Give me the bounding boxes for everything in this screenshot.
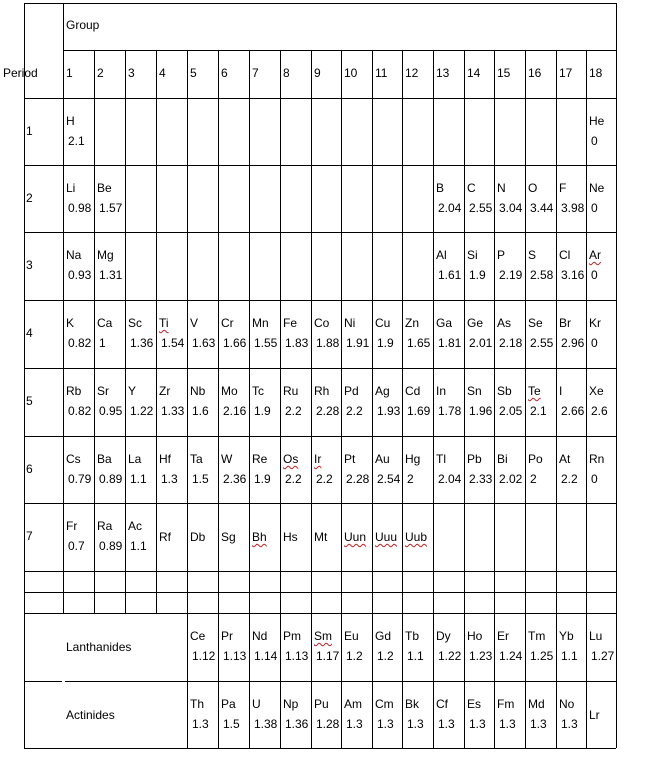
element-symbol: Md — [528, 697, 545, 711]
element-value: 2 — [530, 472, 537, 486]
element-value: 1.3 — [377, 717, 394, 731]
element-value: 2.96 — [561, 336, 585, 350]
element-value: 1.13 — [285, 649, 309, 663]
element-value: 3.44 — [530, 201, 554, 215]
element-value: 2.16 — [223, 404, 247, 418]
lanthanides-label: Lanthanides — [66, 640, 132, 654]
element-symbol: Ag — [375, 384, 390, 398]
element-symbol: K — [66, 316, 75, 330]
element-value: 0.98 — [68, 201, 92, 215]
element-value: 2.2 — [316, 472, 333, 486]
element-symbol: Th — [190, 697, 205, 711]
element-value: 1.27 — [591, 649, 615, 663]
element-value: 1.23 — [469, 649, 493, 663]
element-symbol: Uub — [405, 530, 428, 544]
element-value: 1.25 — [530, 649, 554, 663]
element-value: 1.81 — [438, 336, 462, 350]
element-value: 0.82 — [68, 336, 92, 350]
element-symbol: Sb — [497, 384, 512, 398]
group-number: 12 — [405, 66, 419, 80]
group-number: 4 — [159, 66, 166, 80]
element-symbol: Ru — [283, 384, 299, 398]
element-symbol: Er — [497, 629, 509, 643]
element-value: 2.55 — [530, 336, 554, 350]
group-number: 17 — [559, 66, 573, 80]
element-value: 1.3 — [469, 717, 486, 731]
element-value: 1.3 — [346, 717, 363, 731]
element-symbol: U — [252, 697, 261, 711]
element-symbol: O — [528, 181, 538, 195]
element-symbol: Pa — [221, 697, 236, 711]
group-number: 9 — [314, 66, 321, 80]
element-symbol: Pm — [283, 629, 301, 643]
element-symbol: Uun — [344, 530, 367, 544]
element-value: 1.38 — [254, 717, 278, 731]
period-number: 1 — [26, 124, 33, 138]
element-symbol: Bh — [252, 530, 267, 544]
element-value: 1.61 — [438, 268, 462, 282]
element-symbol: Tl — [436, 452, 446, 466]
element-value: 1.83 — [285, 336, 309, 350]
element-symbol: Ne — [589, 181, 605, 195]
element-value: 1.63 — [192, 336, 216, 350]
element-symbol: Rb — [66, 384, 82, 398]
element-value: 1.22 — [438, 649, 462, 663]
element-symbol: Ir — [314, 452, 322, 466]
element-symbol: Sg — [221, 530, 236, 544]
element-symbol: Ni — [344, 316, 356, 330]
group-number: 13 — [436, 66, 450, 80]
element-symbol: Yb — [559, 629, 574, 643]
element-symbol: Cf — [436, 697, 448, 711]
element-value: 1.3 — [192, 717, 209, 731]
group-number: 11 — [375, 66, 388, 80]
element-symbol: Ar — [589, 248, 601, 262]
element-value: 1.1 — [561, 649, 578, 663]
element-value: 2.19 — [499, 268, 523, 282]
element-value: 2.2 — [285, 404, 302, 418]
element-symbol: Sc — [128, 316, 143, 330]
element-symbol: Mg — [97, 248, 114, 262]
element-value: 0 — [591, 268, 598, 282]
element-symbol: Te — [528, 384, 541, 398]
element-value: 1.3 — [407, 717, 424, 731]
element-symbol: Al — [436, 248, 447, 262]
element-symbol: Cr — [221, 316, 234, 330]
period-header: Period — [3, 66, 38, 80]
element-symbol: At — [559, 452, 571, 466]
element-symbol: B — [436, 181, 445, 195]
element-symbol: Lu — [589, 629, 603, 643]
element-symbol: Ac — [128, 519, 143, 533]
element-symbol: Kr — [589, 316, 601, 330]
element-value: 1.57 — [99, 201, 123, 215]
element-value: 2.28 — [346, 472, 370, 486]
element-value: 0 — [591, 201, 598, 215]
element-value: 2.2 — [561, 472, 578, 486]
element-symbol: Ga — [436, 316, 453, 330]
element-value: 1.66 — [223, 336, 247, 350]
element-value: 1.2 — [377, 649, 394, 663]
element-value: 1.1 — [130, 472, 147, 486]
element-value: 2.2 — [346, 404, 363, 418]
element-symbol: As — [497, 316, 512, 330]
element-symbol: Mt — [314, 530, 328, 544]
element-value: 3.98 — [561, 201, 585, 215]
element-value: 1.28 — [316, 717, 340, 731]
element-value: 1.93 — [377, 404, 401, 418]
element-symbol: Eu — [344, 629, 359, 643]
group-number: 16 — [528, 66, 542, 80]
element-symbol: Bk — [405, 697, 420, 711]
element-value: 2.36 — [223, 472, 247, 486]
element-value: 2.18 — [499, 336, 523, 350]
element-value: 3.04 — [499, 201, 523, 215]
element-symbol: V — [190, 316, 199, 330]
element-value: 0.95 — [99, 404, 123, 418]
element-symbol: Li — [66, 181, 76, 195]
element-symbol: Tc — [252, 384, 264, 398]
element-value: 1.33 — [161, 404, 185, 418]
series-label-span — [62, 614, 65, 748]
element-symbol: Ti — [159, 316, 169, 330]
group-header: Group — [66, 18, 100, 32]
element-value: 1.55 — [254, 336, 278, 350]
group-number: 5 — [190, 66, 197, 80]
element-symbol: Os — [283, 452, 299, 466]
element-symbol: Fm — [497, 697, 515, 711]
element-value: 2.02 — [499, 472, 523, 486]
element-symbol: Pb — [467, 452, 482, 466]
element-value: 2.28 — [316, 404, 340, 418]
element-value: 2.66 — [561, 404, 585, 418]
element-symbol: Pd — [344, 384, 359, 398]
element-symbol: In — [436, 384, 447, 398]
group-number: 15 — [497, 66, 511, 80]
group-number: 14 — [467, 66, 481, 80]
element-symbol: He — [589, 114, 605, 128]
element-symbol: Sm — [314, 629, 332, 643]
element-value: 1.36 — [130, 336, 154, 350]
period-number: 3 — [26, 258, 33, 272]
element-symbol: La — [128, 452, 142, 466]
element-symbol: Ba — [97, 452, 112, 466]
element-value: 1.14 — [254, 649, 278, 663]
element-symbol: Cm — [375, 697, 394, 711]
element-value: 1.3 — [438, 717, 455, 731]
element-value: 2.04 — [438, 201, 462, 215]
element-symbol: I — [559, 384, 563, 398]
element-value: 1.22 — [130, 404, 154, 418]
element-value: 1.9 — [377, 336, 394, 350]
element-symbol: H — [66, 114, 75, 128]
element-value: 2 — [407, 472, 414, 486]
actinides-label: Actinides — [66, 708, 115, 722]
element-value: 1.31 — [99, 268, 123, 282]
element-symbol: Rn — [589, 452, 605, 466]
element-symbol: Br — [559, 316, 571, 330]
period-number: 5 — [26, 394, 33, 408]
element-value: 1.88 — [316, 336, 340, 350]
element-value: 0 — [591, 472, 598, 486]
element-symbol: Pr — [221, 629, 233, 643]
element-value: 2.33 — [469, 472, 493, 486]
group-number: 7 — [252, 66, 259, 80]
element-symbol: Zr — [159, 384, 171, 398]
element-value: 1.24 — [499, 649, 523, 663]
element-symbol: Tb — [405, 629, 420, 643]
element-symbol: Bi — [497, 452, 508, 466]
element-symbol: Y — [128, 384, 137, 398]
element-symbol: Be — [97, 181, 112, 195]
period-number: 2 — [26, 191, 33, 205]
element-value: 1.2 — [346, 649, 363, 663]
element-symbol: Sn — [467, 384, 482, 398]
element-value: 1.9 — [254, 472, 271, 486]
element-value: 0.89 — [99, 539, 123, 553]
element-symbol: Cu — [375, 316, 391, 330]
element-symbol: Hg — [405, 452, 421, 466]
element-value: 2.54 — [377, 472, 401, 486]
element-symbol: N — [497, 181, 506, 195]
element-symbol: Es — [467, 697, 482, 711]
element-value: 1.1 — [130, 539, 147, 553]
element-value: 1.78 — [438, 404, 462, 418]
element-symbol: Hf — [159, 452, 171, 466]
element-symbol: Fe — [283, 316, 298, 330]
element-symbol: P — [497, 248, 506, 262]
group-number: 18 — [589, 66, 603, 80]
element-symbol: Ra — [97, 519, 113, 533]
element-value: 2.55 — [469, 201, 493, 215]
group-number: 6 — [221, 66, 228, 80]
element-symbol: C — [467, 181, 476, 195]
group-number: 2 — [97, 66, 104, 80]
element-value: 2.1 — [68, 134, 85, 148]
element-value: 1.17 — [316, 649, 340, 663]
element-symbol: Uuu — [375, 530, 398, 544]
element-symbol: Zn — [405, 316, 420, 330]
element-value: 1.3 — [499, 717, 516, 731]
element-value: 1.5 — [223, 717, 240, 731]
element-value: 0.89 — [99, 472, 123, 486]
element-symbol: Po — [528, 452, 543, 466]
element-symbol: F — [559, 181, 567, 195]
period-number: 4 — [26, 326, 33, 340]
element-value: 0.93 — [68, 268, 92, 282]
element-symbol: Ca — [97, 316, 113, 330]
element-value: 3.16 — [561, 268, 585, 282]
element-symbol: S — [528, 248, 537, 262]
element-symbol: Si — [467, 248, 478, 262]
element-symbol: Tm — [528, 629, 546, 643]
element-symbol: Gd — [375, 629, 392, 643]
element-value: 1.3 — [161, 472, 178, 486]
element-symbol: Np — [283, 697, 299, 711]
element-symbol: Mn — [252, 316, 269, 330]
element-value: 0 — [591, 134, 598, 148]
element-value: 1.3 — [561, 717, 578, 731]
element-value: 0.7 — [68, 539, 85, 553]
element-value: 1.12 — [192, 649, 216, 663]
element-symbol: Cl — [559, 248, 571, 262]
element-symbol: Re — [252, 452, 268, 466]
element-value: 1.96 — [469, 404, 493, 418]
element-value: 2.01 — [469, 336, 493, 350]
element-symbol: Mo — [221, 384, 238, 398]
element-symbol: Db — [190, 530, 206, 544]
element-symbol: W — [221, 452, 233, 466]
element-symbol: Fr — [66, 519, 78, 533]
element-value: 1.9 — [254, 404, 271, 418]
element-symbol: Cd — [405, 384, 421, 398]
element-symbol: Rf — [159, 530, 171, 544]
group-number: 10 — [344, 66, 358, 80]
element-symbol: Rh — [314, 384, 330, 398]
element-value: 0.82 — [68, 404, 92, 418]
element-value: 1.13 — [223, 649, 247, 663]
element-value: 2.1 — [530, 404, 547, 418]
element-value: 2.05 — [499, 404, 523, 418]
element-value: 1.54 — [161, 336, 185, 350]
element-value: 2.04 — [438, 472, 462, 486]
group-number: 1 — [66, 66, 73, 80]
element-symbol: Ge — [467, 316, 484, 330]
element-symbol: Lr — [589, 708, 600, 722]
element-symbol: Xe — [589, 384, 604, 398]
element-value: 1.6 — [192, 404, 209, 418]
element-symbol: Pu — [314, 697, 329, 711]
element-symbol: Na — [66, 248, 82, 262]
element-symbol: Sr — [97, 384, 109, 398]
element-value: 1.1 — [407, 649, 424, 663]
group-number: 3 — [128, 66, 135, 80]
element-symbol: No — [559, 697, 575, 711]
element-value: 2.2 — [285, 472, 302, 486]
element-value: 1.69 — [407, 404, 431, 418]
element-symbol: Se — [528, 316, 543, 330]
element-value: 1.9 — [469, 268, 486, 282]
element-symbol: Au — [375, 452, 390, 466]
element-symbol: Nd — [252, 629, 268, 643]
element-value: 1 — [99, 336, 106, 350]
element-symbol: Ta — [190, 452, 203, 466]
element-value: 1.36 — [285, 717, 309, 731]
element-value: 1.65 — [407, 336, 431, 350]
element-symbol: Nb — [190, 384, 206, 398]
element-value: 0 — [591, 336, 598, 350]
element-symbol: Dy — [436, 629, 451, 643]
element-value: 0.79 — [68, 472, 92, 486]
element-symbol: Ce — [190, 629, 206, 643]
element-symbol: Cs — [66, 452, 81, 466]
element-value: 2.58 — [530, 268, 554, 282]
period-number: 6 — [26, 462, 33, 476]
element-symbol: Ho — [467, 629, 483, 643]
element-symbol: Co — [314, 316, 330, 330]
element-value: 1.3 — [530, 717, 547, 731]
element-symbol: Hs — [283, 530, 298, 544]
element-value: 1.91 — [346, 336, 370, 350]
group-number: 8 — [283, 66, 290, 80]
element-value: 2.6 — [591, 404, 608, 418]
period-number: 7 — [26, 529, 33, 543]
element-value: 1.5 — [192, 472, 209, 486]
element-symbol: Am — [344, 697, 362, 711]
element-symbol: Pt — [344, 452, 356, 466]
